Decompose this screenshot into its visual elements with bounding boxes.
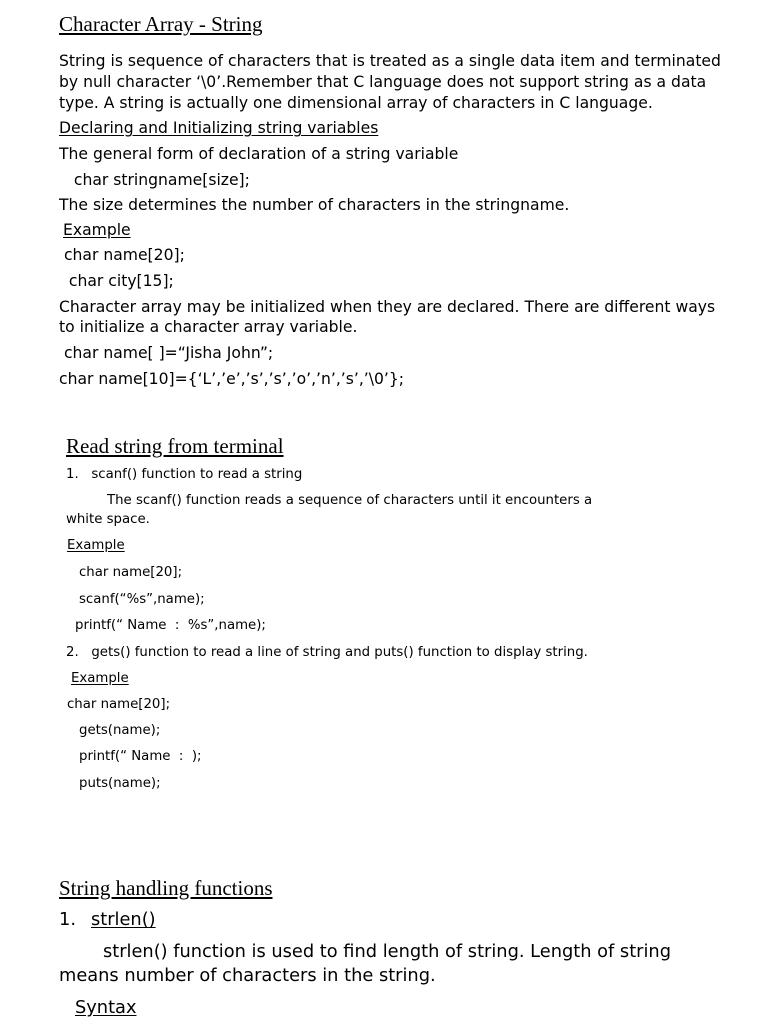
intro-text-line: by null character ‘\0’.Remember that C language does not support string as a data [59,73,707,91]
intro-text-line: String is sequence of characters that is treated as a single data item and terminated [59,52,721,70]
code-line: char city[15]; [59,272,174,290]
code-line: char name[20]; [59,246,185,264]
subheading-declaring: Declaring and Initializing string variables [59,119,379,137]
code-line: char name[20]; [67,697,171,712]
example-label: Example [67,538,125,553]
example-label: Example [71,671,129,686]
body-text: to initialize a character array variable. [59,318,358,336]
code-line: puts(name); [79,776,161,791]
section-title-read-string: Read string from terminal [66,434,284,458]
code-syntax: char stringname[size]; [59,171,250,189]
body-text: Character array may be initialized when they are declared. There are different ways [59,298,716,316]
list-item: 1. scanf() function to read a string [66,467,303,482]
body-text: The general form of declaration of a string variable [59,145,459,163]
list-number: 1. [59,909,76,930]
code-line: scanf(“%s”,name); [79,592,205,607]
list-item: 2. gets() function to read a line of string and puts() function to display string. [66,645,588,660]
section-title-string-handling: String handling functions [59,876,273,900]
function-name-strlen: strlen() [91,909,156,930]
code-line: char name[20]; [79,565,183,580]
syntax-label: Syntax [75,997,137,1018]
code-line: char name[ ]=“Jisha John”; [59,344,274,362]
body-text: strlen() function is used to find length of string. Length of string [103,941,671,962]
body-text: means number of characters in the string. [59,965,436,986]
code-line: char name[10]={‘L’,’e’,’s’,’s’,’o’,’n’,’s’,’\0’}; [59,370,405,388]
body-text: The scanf() function reads a sequence of characters until it encounters a [107,493,593,508]
code-line: printf(“ Name : %s”,name); [75,618,266,633]
body-text: white space. [66,512,150,527]
page-title: Character Array - String [59,12,263,36]
intro-text-line: type. A string is actually one dimensional array of characters in C language. [59,94,653,112]
code-line: printf(“ Name : ); [79,749,202,764]
example-label: Example [63,221,131,239]
body-text: The size determines the number of characters in the stringname. [59,196,570,214]
code-line: gets(name); [79,723,161,738]
